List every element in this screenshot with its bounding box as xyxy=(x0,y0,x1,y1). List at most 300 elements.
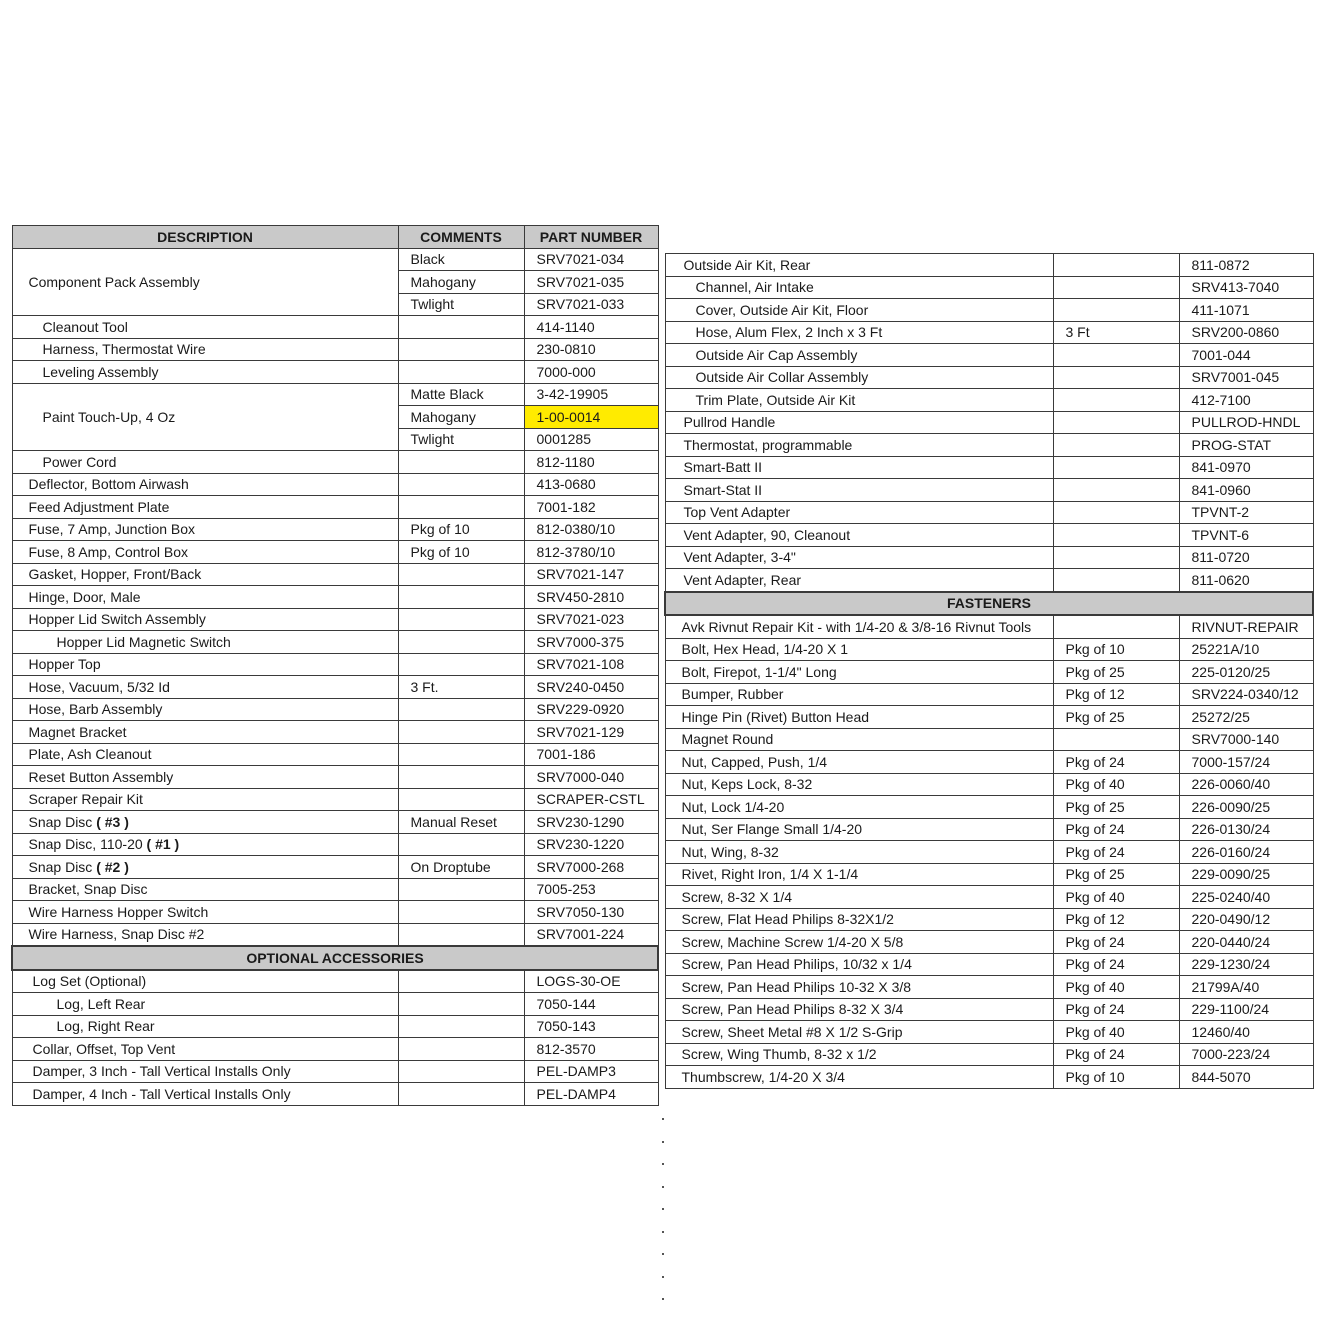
table-row xyxy=(12,811,658,834)
row-comment xyxy=(398,631,524,654)
row-part-number: 226-0130/24 xyxy=(1179,818,1313,841)
row-comment xyxy=(1053,366,1179,389)
fasteners-header: FASTENERS xyxy=(665,592,1313,616)
row-description: Collar, Offset, Top Vent xyxy=(12,1038,398,1061)
row-comment xyxy=(1053,456,1179,479)
table-row xyxy=(665,366,1313,389)
row-part-number: 229-1100/24 xyxy=(1179,998,1313,1021)
row-description: Hopper Lid Switch Assembly xyxy=(12,608,398,631)
table-row xyxy=(12,993,658,1016)
row-comment xyxy=(398,1060,524,1083)
row-part-number: SRV7021-147 xyxy=(524,563,658,586)
row-part-number: 220-0490/12 xyxy=(1179,908,1313,931)
table-row xyxy=(12,676,658,699)
table-row xyxy=(665,976,1313,999)
row-description: Gasket, Hopper, Front/Back xyxy=(12,563,398,586)
row-part-number: SRV240-0450 xyxy=(524,676,658,699)
row-comment: Pkg of 24 xyxy=(1053,953,1179,976)
row-description: Bolt, Hex Head, 1/4-20 X 1 xyxy=(665,638,1053,661)
table-row xyxy=(665,344,1313,367)
table-row xyxy=(12,653,658,676)
table-row xyxy=(665,683,1313,706)
row-comment xyxy=(398,361,524,384)
snap-disc-number: ( #2 ) xyxy=(96,858,129,875)
row-description xyxy=(12,811,398,834)
row-comment xyxy=(398,721,524,744)
row-part-number: SRV7021-033 xyxy=(524,293,658,316)
row-description: Plate, Ash Cleanout xyxy=(12,743,398,766)
table-row xyxy=(665,389,1313,412)
row-description: Hopper Lid Magnetic Switch xyxy=(12,631,398,654)
row-part-number: SRV413-7040 xyxy=(1179,276,1313,299)
row-part-number: SCRAPER-CSTL xyxy=(524,788,658,811)
row-part-number: SRV450-2810 xyxy=(524,586,658,609)
row-comment xyxy=(398,1038,524,1061)
row-part-number: 841-0970 xyxy=(1179,456,1313,479)
row-description: Magnet Bracket xyxy=(12,721,398,744)
table-row xyxy=(12,743,658,766)
row-comment: Pkg of 24 xyxy=(1053,931,1179,954)
row-comment xyxy=(398,970,524,993)
row-description: Log Set (Optional) xyxy=(12,970,398,993)
table-row xyxy=(665,863,1313,886)
row-comment: Pkg of 40 xyxy=(1053,976,1179,999)
row-part-number: 812-1180 xyxy=(524,451,658,474)
row-comment: Pkg of 25 xyxy=(1053,706,1179,729)
row-comment: Pkg of 25 xyxy=(1053,863,1179,886)
table-row xyxy=(665,254,1313,277)
row-description: Trim Plate, Outside Air Kit xyxy=(665,389,1053,412)
row-part-number: PROG-STAT xyxy=(1179,434,1313,457)
table-row xyxy=(665,1043,1313,1066)
row-part-number: 414-1140 xyxy=(524,316,658,339)
row-comment: Matte Black xyxy=(398,383,524,406)
table-row xyxy=(12,721,658,744)
row-comment xyxy=(1053,299,1179,322)
row-description: Bracket, Snap Disc xyxy=(12,878,398,901)
row-description: Wire Harness Hopper Switch xyxy=(12,901,398,924)
row-comment: Twlight xyxy=(398,428,524,451)
row-comment xyxy=(1053,615,1179,638)
row-part-number: 844-5070 xyxy=(1179,1066,1313,1089)
snap-disc-number: ( #3 ) xyxy=(96,813,129,830)
row-description-text: Snap Disc xyxy=(28,813,97,830)
table-row xyxy=(665,773,1313,796)
row-part-number: 7000-223/24 xyxy=(1179,1043,1313,1066)
table-row xyxy=(665,953,1313,976)
table-row xyxy=(665,299,1313,322)
row-description: Cleanout Tool xyxy=(12,316,398,339)
row-description: Avk Rivnut Repair Kit - with 1/4-20 & 3/8-16 Rivnut Tools xyxy=(665,615,1053,638)
table-row xyxy=(665,796,1313,819)
row-part-number: PULLROD-HNDL xyxy=(1179,411,1313,434)
table-row xyxy=(665,751,1313,774)
right-table-body xyxy=(665,254,1313,1089)
row-description: Top Vent Adapter xyxy=(665,501,1053,524)
table-row xyxy=(665,998,1313,1021)
row-comment xyxy=(1053,479,1179,502)
row-part-number: 229-0090/25 xyxy=(1179,863,1313,886)
row-description: Nut, Capped, Push, 1/4 xyxy=(665,751,1053,774)
row-description: Scraper Repair Kit xyxy=(12,788,398,811)
header-part-number: PART NUMBER xyxy=(524,226,658,249)
row-description: Screw, Sheet Metal #8 X 1/2 S-Grip xyxy=(665,1021,1053,1044)
table-row xyxy=(12,496,658,519)
row-part-number: 811-0620 xyxy=(1179,569,1313,592)
table-row xyxy=(665,524,1313,547)
right-parts-table xyxy=(664,253,1314,1089)
row-description: Screw, Pan Head Philips 8-32 X 3/4 xyxy=(665,998,1053,1021)
row-description: Hose, Barb Assembly xyxy=(12,698,398,721)
row-description: Outside Air Cap Assembly xyxy=(665,344,1053,367)
row-comment: Pkg of 24 xyxy=(1053,998,1179,1021)
row-comment: Pkg of 25 xyxy=(1053,796,1179,819)
row-description: Bumper, Rubber xyxy=(665,683,1053,706)
row-comment: Pkg of 10 xyxy=(398,518,524,541)
row-part-number: PEL-DAMP4 xyxy=(524,1083,658,1106)
row-comment: Mahogany xyxy=(398,271,524,294)
table-row xyxy=(12,316,658,339)
row-part-number: TPVNT-6 xyxy=(1179,524,1313,547)
highlighted-part-number: 1-00-0014 xyxy=(524,406,658,429)
row-part-number: 7050-143 xyxy=(524,1015,658,1038)
row-description: Fuse, 7 Amp, Junction Box xyxy=(12,518,398,541)
table-row xyxy=(12,856,658,879)
row-part-number: 226-0090/25 xyxy=(1179,796,1313,819)
table-row xyxy=(12,563,658,586)
table-row xyxy=(12,451,658,474)
row-description: Smart-Stat II xyxy=(665,479,1053,502)
row-part-number: SRV7000-140 xyxy=(1179,728,1313,751)
table-row xyxy=(665,908,1313,931)
row-comment: Pkg of 40 xyxy=(1053,773,1179,796)
table-row xyxy=(665,1066,1313,1089)
row-part-number: SRV7021-035 xyxy=(524,271,658,294)
row-part-number: 226-0060/40 xyxy=(1179,773,1313,796)
row-part-number: 220-0440/24 xyxy=(1179,931,1313,954)
row-part-number: SRV7021-129 xyxy=(524,721,658,744)
table-row xyxy=(12,1083,658,1106)
optional-accessories-header: OPTIONAL ACCESSORIES xyxy=(12,946,658,970)
row-part-number: SRV230-1290 xyxy=(524,811,658,834)
table-row xyxy=(12,878,658,901)
row-part-number: 811-0872 xyxy=(1179,254,1313,277)
table-row xyxy=(665,818,1313,841)
row-description: Thermostat, programmable xyxy=(665,434,1053,457)
row-comment: Black xyxy=(398,248,524,271)
row-part-number: 412-7100 xyxy=(1179,389,1313,412)
row-description: Component Pack Assembly xyxy=(12,248,398,316)
row-part-number: 7005-253 xyxy=(524,878,658,901)
row-comment xyxy=(1053,344,1179,367)
row-comment xyxy=(1053,569,1179,592)
row-part-number: 812-3570 xyxy=(524,1038,658,1061)
row-comment xyxy=(398,1015,524,1038)
table-row xyxy=(12,518,658,541)
left-header-row xyxy=(12,226,658,249)
row-part-number: SRV230-1220 xyxy=(524,833,658,856)
table-row xyxy=(12,361,658,384)
row-description-text: Snap Disc xyxy=(28,858,97,875)
row-comment xyxy=(1053,411,1179,434)
row-comment: Pkg of 12 xyxy=(1053,908,1179,931)
row-comment: On Droptube xyxy=(398,856,524,879)
table-row xyxy=(12,608,658,631)
row-comment xyxy=(398,743,524,766)
row-comment: 3 Ft. xyxy=(398,676,524,699)
row-part-number: SRV7021-108 xyxy=(524,653,658,676)
row-part-number: SRV7021-023 xyxy=(524,608,658,631)
row-comment: Pkg of 24 xyxy=(1053,841,1179,864)
row-comment xyxy=(398,608,524,631)
row-description: Leveling Assembly xyxy=(12,361,398,384)
table-row xyxy=(665,1021,1313,1044)
row-comment: Pkg of 40 xyxy=(1053,1021,1179,1044)
row-description: Vent Adapter, 3-4" xyxy=(665,546,1053,569)
table-row xyxy=(12,698,658,721)
row-part-number: 7001-186 xyxy=(524,743,658,766)
fasteners-header-row xyxy=(665,592,1313,616)
row-part-number: 411-1071 xyxy=(1179,299,1313,322)
row-description: Log, Left Rear xyxy=(12,993,398,1016)
row-part-number: 3-42-19905 xyxy=(524,383,658,406)
row-comment xyxy=(398,698,524,721)
row-comment: Twlight xyxy=(398,293,524,316)
table-row xyxy=(12,788,658,811)
row-comment xyxy=(398,766,524,789)
table-row xyxy=(665,931,1313,954)
table-row xyxy=(665,841,1313,864)
row-part-number: 7000-000 xyxy=(524,361,658,384)
row-part-number: 21799A/40 xyxy=(1179,976,1313,999)
row-comment: Manual Reset xyxy=(398,811,524,834)
row-part-number: SRV200-0860 xyxy=(1179,321,1313,344)
row-part-number: 0001285 xyxy=(524,428,658,451)
row-part-number: 225-0240/40 xyxy=(1179,886,1313,909)
row-part-number: 230-0810 xyxy=(524,338,658,361)
row-part-number: TPVNT-2 xyxy=(1179,501,1313,524)
row-comment: Pkg of 10 xyxy=(398,541,524,564)
row-part-number: SRV229-0920 xyxy=(524,698,658,721)
row-description: Nut, Wing, 8-32 xyxy=(665,841,1053,864)
row-description: Hose, Vacuum, 5/32 Id xyxy=(12,676,398,699)
table-row xyxy=(12,923,658,946)
row-part-number: 25272/25 xyxy=(1179,706,1313,729)
row-comment xyxy=(1053,276,1179,299)
row-description: Outside Air Kit, Rear xyxy=(665,254,1053,277)
table-row xyxy=(665,886,1313,909)
row-description: Damper, 3 Inch - Tall Vertical Installs Only xyxy=(12,1060,398,1083)
table-row xyxy=(665,638,1313,661)
table-row xyxy=(665,615,1313,638)
row-description xyxy=(12,856,398,879)
table-row xyxy=(665,276,1313,299)
row-part-number: 229-1230/24 xyxy=(1179,953,1313,976)
row-part-number: SRV7000-268 xyxy=(524,856,658,879)
row-description: Fuse, 8 Amp, Control Box xyxy=(12,541,398,564)
row-description: Outside Air Collar Assembly xyxy=(665,366,1053,389)
row-description: Screw, Machine Screw 1/4-20 X 5/8 xyxy=(665,931,1053,954)
row-comment xyxy=(398,833,524,856)
row-part-number: 841-0960 xyxy=(1179,479,1313,502)
row-part-number: SRV7021-034 xyxy=(524,248,658,271)
table-row xyxy=(12,631,658,654)
row-description xyxy=(12,833,398,856)
row-description: Deflector, Bottom Airwash xyxy=(12,473,398,496)
row-part-number: 12460/40 xyxy=(1179,1021,1313,1044)
row-comment xyxy=(1053,728,1179,751)
row-comment xyxy=(398,496,524,519)
table-row xyxy=(12,541,658,564)
row-part-number: 413-0680 xyxy=(524,473,658,496)
row-comment xyxy=(1053,254,1179,277)
table-row xyxy=(665,456,1313,479)
row-description: Paint Touch-Up, 4 Oz xyxy=(12,383,398,451)
table-row xyxy=(12,383,658,406)
row-comment: Pkg of 24 xyxy=(1053,1043,1179,1066)
row-description: Hose, Alum Flex, 2 Inch x 3 Ft xyxy=(665,321,1053,344)
table-row xyxy=(665,321,1313,344)
header-comments: COMMENTS xyxy=(398,226,524,249)
row-part-number: 25221A/10 xyxy=(1179,638,1313,661)
table-row xyxy=(12,338,658,361)
row-description: Nut, Keps Lock, 8-32 xyxy=(665,773,1053,796)
table-row xyxy=(12,248,658,271)
row-comment xyxy=(1053,524,1179,547)
row-part-number: LOGS-30-OE xyxy=(524,970,658,993)
table-row xyxy=(12,766,658,789)
row-description: Nut, Lock 1/4-20 xyxy=(665,796,1053,819)
row-part-number: SRV7050-130 xyxy=(524,901,658,924)
row-comment xyxy=(398,1083,524,1106)
row-comment xyxy=(398,878,524,901)
row-part-number: 811-0720 xyxy=(1179,546,1313,569)
optional-accessories-header-row xyxy=(12,946,658,970)
table-row xyxy=(665,706,1313,729)
row-description: Pullrod Handle xyxy=(665,411,1053,434)
table-row xyxy=(665,479,1313,502)
table-row xyxy=(12,970,658,993)
table-row xyxy=(665,411,1313,434)
row-comment: 3 Ft xyxy=(1053,321,1179,344)
row-part-number: SRV224-0340/12 xyxy=(1179,683,1313,706)
row-part-number: SRV7001-045 xyxy=(1179,366,1313,389)
row-comment xyxy=(398,923,524,946)
row-description: Log, Right Rear xyxy=(12,1015,398,1038)
table-row xyxy=(12,1038,658,1061)
table-row xyxy=(12,833,658,856)
table-row xyxy=(12,1060,658,1083)
table-row xyxy=(665,661,1313,684)
row-description: Screw, 8-32 X 1/4 xyxy=(665,886,1053,909)
row-description: Vent Adapter, 90, Cleanout xyxy=(665,524,1053,547)
row-part-number: 7001-182 xyxy=(524,496,658,519)
table-row xyxy=(665,546,1313,569)
left-table-body xyxy=(12,248,658,1105)
table-row xyxy=(12,586,658,609)
row-part-number: 7000-157/24 xyxy=(1179,751,1313,774)
row-comment xyxy=(1053,501,1179,524)
row-comment xyxy=(398,901,524,924)
row-comment xyxy=(398,788,524,811)
row-description: Screw, Flat Head Philips 8-32X1/2 xyxy=(665,908,1053,931)
row-comment: Pkg of 24 xyxy=(1053,818,1179,841)
dotted-divider xyxy=(662,1118,664,1321)
table-row xyxy=(12,901,658,924)
row-description: Channel, Air Intake xyxy=(665,276,1053,299)
table-row xyxy=(665,434,1313,457)
row-description-text: Snap Disc, 110-20 xyxy=(28,836,147,853)
row-comment: Pkg of 10 xyxy=(1053,1066,1179,1089)
row-part-number: SRV7001-224 xyxy=(524,923,658,946)
row-part-number: 226-0160/24 xyxy=(1179,841,1313,864)
row-comment xyxy=(1053,434,1179,457)
row-description: Smart-Batt II xyxy=(665,456,1053,479)
snap-disc-number: ( #1 ) xyxy=(146,836,180,853)
left-parts-table xyxy=(11,225,659,1106)
row-description: Feed Adjustment Plate xyxy=(12,496,398,519)
row-description: Nut, Ser Flange Small 1/4-20 xyxy=(665,818,1053,841)
row-comment xyxy=(398,473,524,496)
table-row xyxy=(665,501,1313,524)
table-row xyxy=(12,473,658,496)
row-comment xyxy=(398,586,524,609)
row-comment xyxy=(398,993,524,1016)
row-part-number: SRV7000-375 xyxy=(524,631,658,654)
row-comment xyxy=(398,316,524,339)
row-description: Hopper Top xyxy=(12,653,398,676)
row-description: Hinge, Door, Male xyxy=(12,586,398,609)
row-part-number: 7050-144 xyxy=(524,993,658,1016)
row-description: Cover, Outside Air Kit, Floor xyxy=(665,299,1053,322)
table-row xyxy=(665,569,1313,592)
row-description: Damper, 4 Inch - Tall Vertical Installs Only xyxy=(12,1083,398,1106)
row-comment xyxy=(1053,546,1179,569)
row-description: Magnet Round xyxy=(665,728,1053,751)
row-description: Screw, Pan Head Philips 10-32 X 3/8 xyxy=(665,976,1053,999)
row-comment xyxy=(1053,389,1179,412)
row-comment: Pkg of 40 xyxy=(1053,886,1179,909)
row-description: Power Cord xyxy=(12,451,398,474)
row-description: Bolt, Firepot, 1-1/4" Long xyxy=(665,661,1053,684)
table-row xyxy=(12,1015,658,1038)
row-description: Reset Button Assembly xyxy=(12,766,398,789)
row-comment: Mahogany xyxy=(398,406,524,429)
row-description: Wire Harness, Snap Disc #2 xyxy=(12,923,398,946)
row-comment: Pkg of 12 xyxy=(1053,683,1179,706)
row-description: Harness, Thermostat Wire xyxy=(12,338,398,361)
row-part-number: 225-0120/25 xyxy=(1179,661,1313,684)
row-part-number: 7001-044 xyxy=(1179,344,1313,367)
row-comment: Pkg of 25 xyxy=(1053,661,1179,684)
row-description: Thumbscrew, 1/4-20 X 3/4 xyxy=(665,1066,1053,1089)
row-part-number: 812-3780/10 xyxy=(524,541,658,564)
row-comment: Pkg of 24 xyxy=(1053,751,1179,774)
row-comment xyxy=(398,451,524,474)
row-description: Screw, Pan Head Philips, 10/32 x 1/4 xyxy=(665,953,1053,976)
row-description: Screw, Wing Thumb, 8-32 x 1/2 xyxy=(665,1043,1053,1066)
table-row xyxy=(665,728,1313,751)
row-description: Vent Adapter, Rear xyxy=(665,569,1053,592)
row-part-number: 812-0380/10 xyxy=(524,518,658,541)
row-comment: Pkg of 10 xyxy=(1053,638,1179,661)
row-comment xyxy=(398,653,524,676)
header-description: DESCRIPTION xyxy=(12,226,398,249)
row-part-number: SRV7000-040 xyxy=(524,766,658,789)
row-description: Rivet, Right Iron, 1/4 X 1-1/4 xyxy=(665,863,1053,886)
row-part-number: PEL-DAMP3 xyxy=(524,1060,658,1083)
row-comment xyxy=(398,563,524,586)
